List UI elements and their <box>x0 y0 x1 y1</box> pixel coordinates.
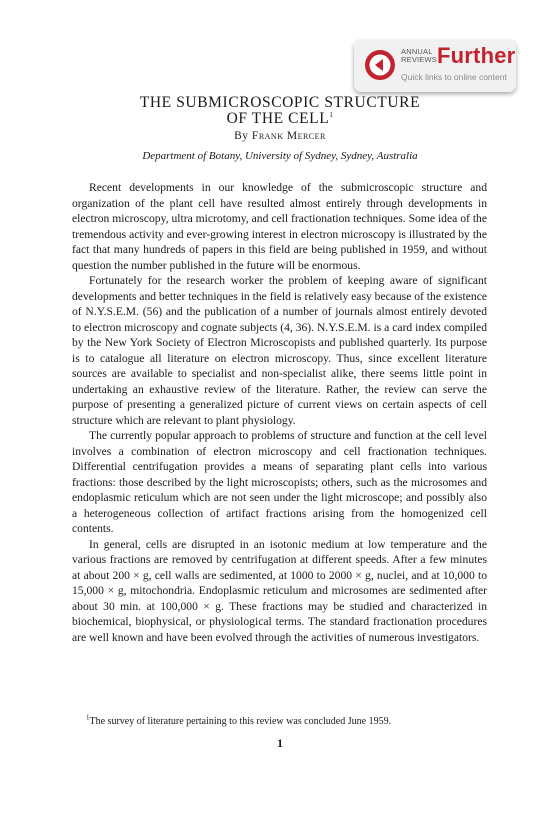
page-number: 1 <box>277 736 283 750</box>
body-text <box>72 180 487 645</box>
author-name: Frank Mercer <box>251 130 326 142</box>
badge-reviews: REVIEWS <box>401 55 437 64</box>
further-links-badge[interactable] <box>354 40 516 92</box>
footnote-text: The survey of literature pertaining to this review was concluded June 1959. <box>89 716 392 727</box>
footnote <box>72 713 487 727</box>
badge-tagline: Quick links to online content <box>401 72 507 82</box>
badge-publisher-text <box>401 48 437 64</box>
paragraph: In general, cells are disrupted in an isotonic medium at low temperature and the various fractions are removed by centrifugation at different speeds. After a few minutes at about 200 × g, cell walls are sedimented, at 1000 to 2000 × g, nuclei, and at 10,000 to 15,000 × g, mitochondria. Endoplasmic reticulum and microsomes are sedimented after about 30 min. at 100,000 × g. These fractions may be studied and characterized in biochemical, biophysical, or physiological terms. The standard fractionation procedures are well known and have been evolved through the activities of numerous investigators. <box>72 537 487 644</box>
title-line-2-text: OF THE CELL <box>226 110 330 127</box>
title-line-2 <box>60 110 500 128</box>
paragraph: The currently popular approach to problems of structure and function at the cell level involves a combination of electron microscopy and cell fractionation techniques. Differential centrifugation provides a means of separating plant cells into various fractions: those described by the light microscopists; others, such as the microsomes and endoplasmic reticulum which are not seen under the light microscope; and possibly also a heterogeneous collection of artifact fractions arising from the homogenized cell contents. <box>72 429 487 535</box>
title-footnote-mark: 1 <box>329 110 334 119</box>
footnote-mark: 1 <box>86 713 90 722</box>
author-affiliation: Department of Botany, University of Sydney, Sydney, Australia <box>142 150 418 162</box>
badge-annual: ANNUAL <box>401 47 433 56</box>
author-by: By <box>234 130 249 142</box>
paragraph: Fortunately for the research worker the problem of keeping aware of significant developments and better techniques in the field is relatively easy because of the existence of N.Y.S.E.M. (56) and the publication of a number of journals almost entirely devoted to electron microscopy and cognate subjects (4, 36). N.Y.S.E.M. is a card index compiled by the New York Society of Electron Microscopists and published quarterly. Its purpose is to catalogue all literature on electron microscopy. Thus, since excellent literature sources are available to specialist and non-specialist alike, there seems little point in undertaking an exhaustive review of the literature. Rather, the review can serve the purpose of presenting a generalized picture of current views on certain aspects of cell structure which are relevant to plant physiology. <box>72 274 487 427</box>
arrow-left-circle-icon <box>364 49 396 81</box>
author-line <box>60 130 500 142</box>
paragraph: Recent developments in our knowledge of the submicroscopic structure and organization of the plant cell have resulted almost entirely through developments in electron microscopy, ultra microtomy, and cell fractionation techniques. Some idea of the tremendous activity and ever-growing interest in electron microscopy is illustrated by the fact that many hundreds of papers in this field are being published in 1959, and without question the number published in the future will be enormous. <box>72 181 487 272</box>
title-line-1: THE SUBMICROSCOPIC STRUCTURE <box>139 94 421 111</box>
badge-further-label: Further <box>437 43 516 68</box>
